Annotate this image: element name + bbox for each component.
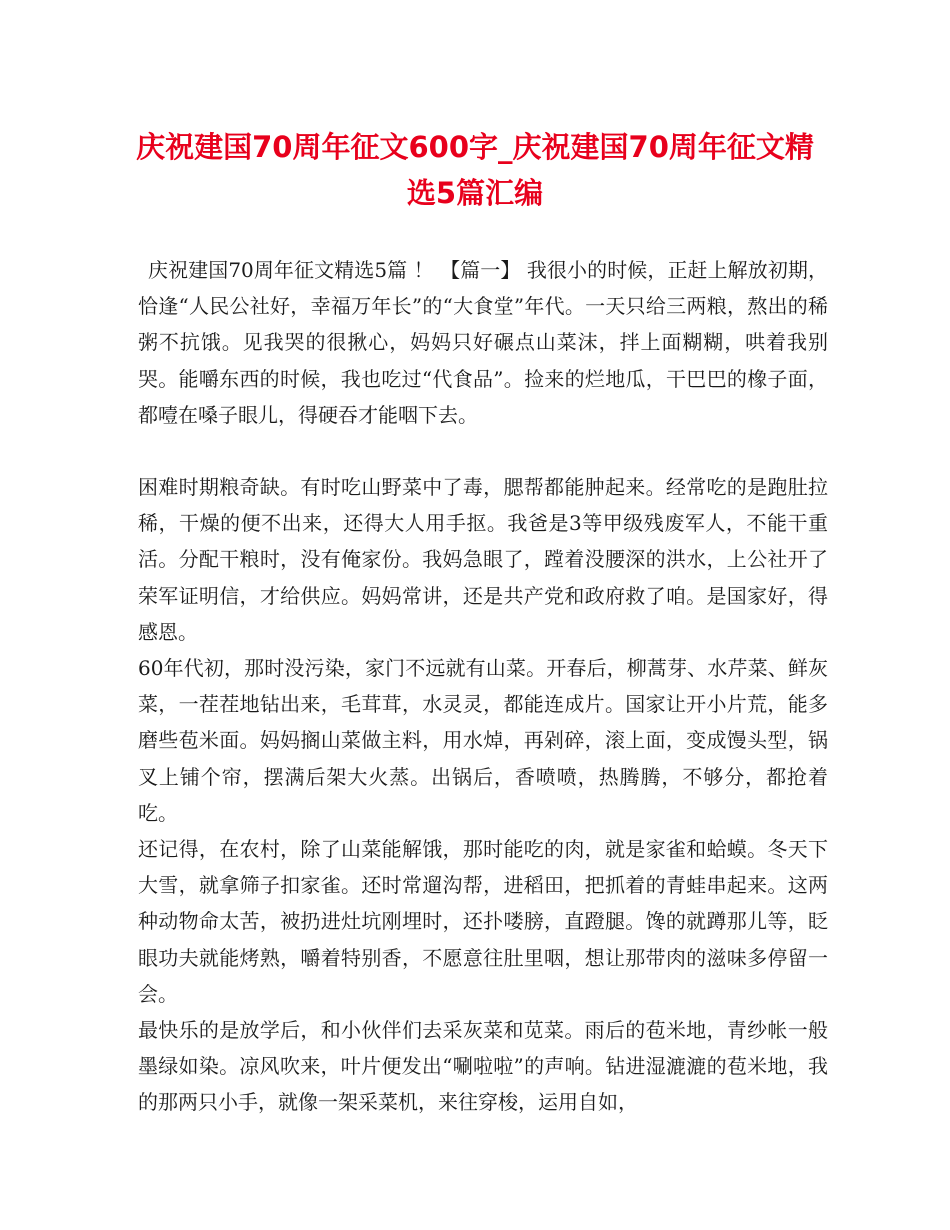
paragraph-gap [138, 433, 828, 469]
title-line-2: 选5篇汇编 [406, 176, 544, 210]
title-line-1: 庆祝建国70周年征文600字_庆祝建国70周年征文精 [136, 130, 814, 164]
paragraph-5: 最快乐的是放学后，和小伙伴们去采灰菜和苋菜。雨后的苞米地，青纱帐一般墨绿如染。凉风吹来，叶片便发出“唰啦啦”的声响。钻进湿漉漉的苞米地，我的那两只小手，就像一架采菜机，来往穿梭，运用自如， [138, 1018, 828, 1115]
document-body [138, 252, 828, 1121]
paragraph-2: 困难时期粮奇缺。有时吃山野菜中了毒，腮帮都能肿起来。经常吃的是跑肚拉稀，干燥的便不出来，还得大人用手抠。我爸是3等甲级残废军人，不能干重活。分配干粮时，没有俺家份。我妈急眼了，蹚着没腰深的洪水，上公社开了荣军证明信，才给供应。妈妈常讲，还是共产党和政府救了咱。是国家好，得感恩。 [138, 475, 828, 644]
paragraph-1: 庆祝建国70周年征文精选5篇 ！ 【篇一】 我很小的时候，正赶上解放初期，恰逢“人民公社好，幸福万年长”的“大食堂”年代。一天只给三两粮，熬出的稀粥不抗饿。见我哭的很揪心，妈妈只好碾点山菜沫，拌上面糊糊，哄着我别哭。能嚼东西的时候，我也吃过“代食品”。捡来的烂地瓜，干巴巴的橡子面，都噎在嗓子眼儿，得硬吞才能咽下去。 [138, 258, 828, 427]
paragraph-4: 还记得，在农村，除了山菜能解饿，那时能吃的肉，就是家雀和蛤蟆。冬天下大雪，就拿筛子扣家雀。还时常遛沟帮，进稻田，把抓着的青蛙串起来。这两种动物命太苦，被扔进灶坑刚埋时，还扑喽膀，直蹬腿。馋的就蹲那儿等，眨眼功夫就能烤熟，嚼着特别香，不愿意往肚里咽，想让那带肉的滋味多停留一会。 [138, 837, 828, 1006]
paragraph-3: 60年代初，那时没污染，家门不远就有山菜。开春后，柳蒿芽、水芹菜、鲜灰菜，一茬茬地钻出来，毛茸茸，水灵灵，都能连成片。国家让开小片荒，能多磨些苞米面。妈妈搁山菜做主料，用水焯，再剁碎，滚上面，变成馒头型，锅叉上铺个帘，摆满后架大火蒸。出锅后，香喷喷，热腾腾，不够分，都抢着吃。 [138, 656, 828, 825]
document-title [120, 124, 830, 216]
